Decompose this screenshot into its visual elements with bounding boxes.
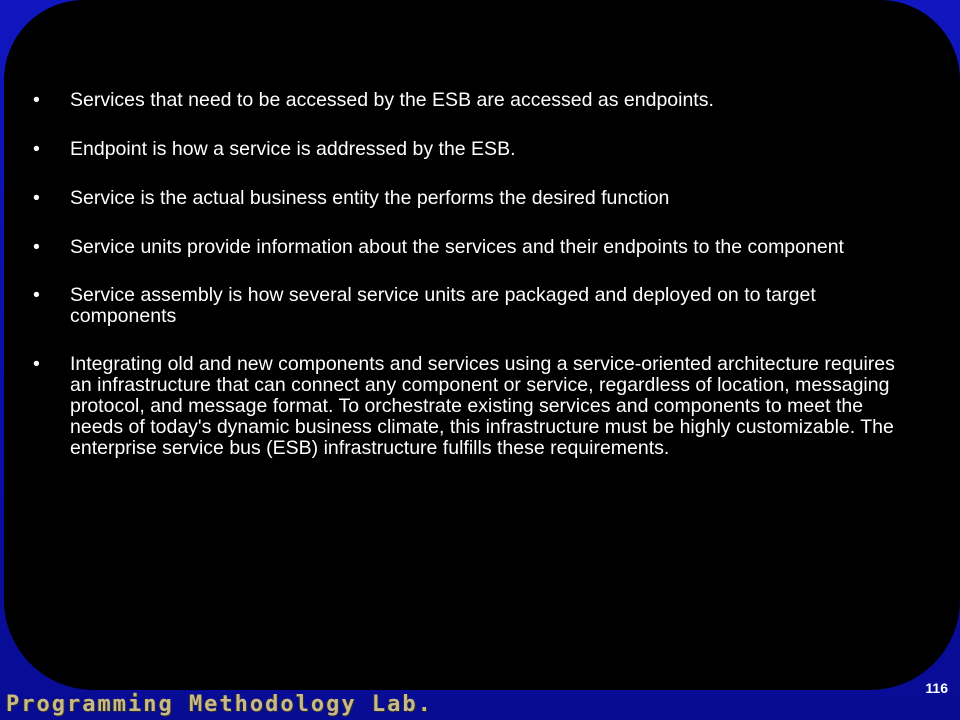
bullet-item (0, 188, 940, 209)
bullet-item (0, 139, 940, 160)
bullet-item (0, 285, 940, 327)
bullet-icon: • (33, 353, 40, 375)
bullet-text: Service is the actual business entity the performs the desired function (70, 187, 670, 209)
bullet-list (0, 90, 940, 487)
bullet-icon: • (33, 187, 40, 209)
bullet-icon: • (33, 284, 40, 306)
bullet-icon: • (33, 138, 40, 160)
bullet-item (0, 237, 940, 258)
bullet-icon: • (33, 89, 40, 111)
bullet-icon: • (33, 236, 40, 258)
bullet-text: Integrating old and new components and services using a service-oriented architecture requires an infrastructure that can connect any component or service, regardless of location, messaging protocol, and message format. To orchestrate existing services and components to meet the needs of today's dynamic business climate, this infrastructure must be highly customizable. The enterprise service bus (ESB) infrastructure fulfills these requirements. (70, 353, 895, 459)
bullet-item (0, 90, 940, 111)
footer-lab-name: Programming Methodology Lab. (6, 692, 433, 717)
bullet-text: Endpoint is how a service is addressed by the ESB. (70, 138, 516, 160)
bullet-text: Service assembly is how several service units are packaged and deployed on to target components (70, 284, 816, 327)
bullet-text: Services that need to be accessed by the ESB are accessed as endpoints. (70, 89, 714, 111)
bullet-item (0, 354, 940, 459)
bullet-text: Service units provide information about the services and their endpoints to the component (70, 236, 844, 258)
page-number: 116 (925, 680, 948, 696)
